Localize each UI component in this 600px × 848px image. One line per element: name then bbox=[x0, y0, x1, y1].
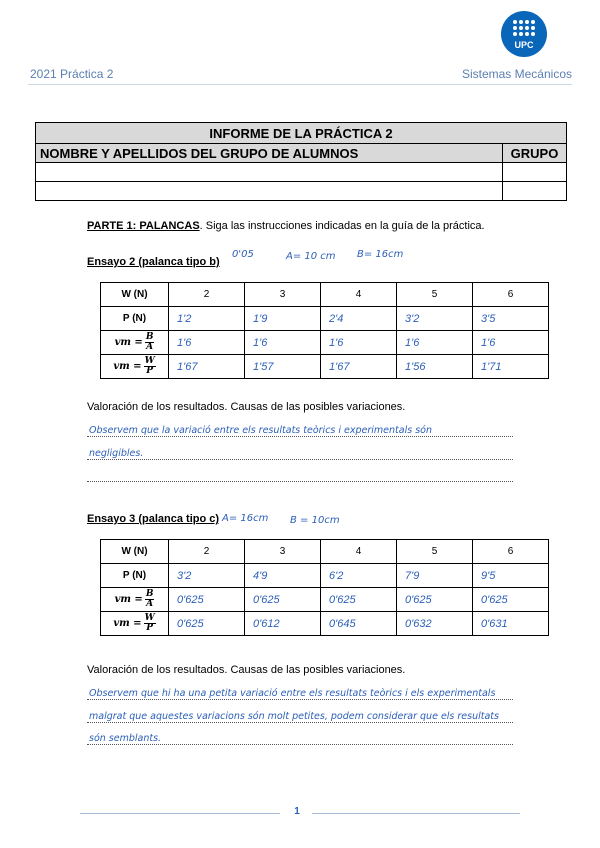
w-cell: 4 bbox=[321, 283, 397, 307]
part1-label: PARTE 1: PALANCAS bbox=[87, 220, 200, 232]
ensayo2-valoracion-title: Valoración de los resultados. Causas de las posibles variaciones. bbox=[87, 401, 406, 413]
ensayo2-note-2: A= 10 cm bbox=[286, 251, 336, 262]
vm2-cell[interactable]: 0'612 bbox=[245, 612, 321, 636]
fraction-numerator: W bbox=[144, 356, 155, 366]
row-label-w: W (N) bbox=[101, 283, 169, 307]
answer-rule bbox=[87, 436, 513, 437]
fraction bbox=[145, 333, 155, 352]
table-row bbox=[101, 612, 549, 636]
fraction-denominator: P bbox=[146, 366, 154, 376]
vm1-cell[interactable]: 1'6 bbox=[245, 331, 321, 355]
p-cell[interactable]: 6'2 bbox=[321, 564, 397, 588]
w-cell: 4 bbox=[321, 540, 397, 564]
row-label-vm-ba bbox=[101, 331, 169, 355]
w-cell: 6 bbox=[473, 283, 549, 307]
vm2-cell[interactable]: 0'631 bbox=[473, 612, 549, 636]
vm1-cell[interactable]: 0'625 bbox=[473, 588, 549, 612]
row-label-p: P (N) bbox=[101, 564, 169, 588]
table-row bbox=[101, 588, 549, 612]
vm1-cell[interactable]: 1'6 bbox=[473, 331, 549, 355]
p-cell[interactable]: 2'4 bbox=[321, 307, 397, 331]
table-row bbox=[101, 355, 549, 379]
ensayo2-answer-line-2[interactable]: negligibles. bbox=[89, 448, 144, 459]
vm2-cell[interactable]: 1'71 bbox=[473, 355, 549, 379]
vm1-cell[interactable]: 0'625 bbox=[169, 588, 245, 612]
row-label-vm-wp bbox=[101, 612, 169, 636]
p-cell[interactable]: 1'9 bbox=[245, 307, 321, 331]
ensayo2-note-3: B= 16cm bbox=[357, 249, 404, 260]
formula-vm-label: vm = bbox=[113, 361, 142, 372]
p-cell[interactable]: 3'5 bbox=[473, 307, 549, 331]
fraction-numerator: W bbox=[144, 613, 155, 623]
vm2-cell[interactable]: 0'625 bbox=[169, 612, 245, 636]
row-label-vm-wp bbox=[101, 355, 169, 379]
answer-rule bbox=[87, 459, 513, 460]
table-row bbox=[101, 307, 549, 331]
w-cell: 6 bbox=[473, 540, 549, 564]
names-header: NOMBRE Y APELLIDOS DEL GRUPO DE ALUMNOS bbox=[36, 144, 503, 163]
answer-rule bbox=[87, 699, 513, 700]
vm2-cell[interactable]: 0'645 bbox=[321, 612, 397, 636]
ensayo3-answer-line-3[interactable]: són semblants. bbox=[89, 733, 162, 744]
header-divider bbox=[28, 84, 572, 85]
formula-vm-label: vm = bbox=[114, 594, 143, 605]
vm2-cell[interactable]: 1'67 bbox=[169, 355, 245, 379]
formula-vm-ba bbox=[115, 333, 155, 352]
w-cell: 5 bbox=[397, 540, 473, 564]
vm1-cell[interactable]: 0'625 bbox=[397, 588, 473, 612]
vm1-cell[interactable]: 1'6 bbox=[321, 331, 397, 355]
p-cell[interactable]: 3'2 bbox=[169, 564, 245, 588]
answer-rule bbox=[87, 722, 513, 723]
header-left-text: 2021 Práctica 2 bbox=[30, 67, 114, 81]
formula-vm-wp bbox=[113, 357, 155, 376]
vm2-cell[interactable]: 1'56 bbox=[397, 355, 473, 379]
ensayo2-answer-line-1[interactable]: Observem que la variació entre els resultats teòrics i experimentals són bbox=[89, 425, 432, 436]
w-cell: 3 bbox=[245, 283, 321, 307]
formula-vm-label: vm = bbox=[113, 618, 142, 629]
upc-logo bbox=[500, 10, 548, 62]
w-cell: 3 bbox=[245, 540, 321, 564]
footer-line-right bbox=[312, 813, 520, 814]
footer-line-left bbox=[80, 813, 280, 814]
ensayo3-note-1: A= 16cm bbox=[222, 513, 269, 524]
group-field-2[interactable] bbox=[503, 182, 567, 201]
ensayo3-answer-line-1[interactable]: Observem que hi ha una petita variació entre els resultats teòrics i els experimentals bbox=[89, 688, 496, 699]
ensayo3-table bbox=[100, 539, 549, 636]
p-cell[interactable]: 3'2 bbox=[397, 307, 473, 331]
vm2-cell[interactable]: 1'57 bbox=[245, 355, 321, 379]
fraction-numerator: B bbox=[145, 589, 154, 599]
w-cell: 2 bbox=[169, 540, 245, 564]
row-label-w: W (N) bbox=[101, 540, 169, 564]
p-cell[interactable]: 1'2 bbox=[169, 307, 245, 331]
p-cell[interactable]: 7'9 bbox=[397, 564, 473, 588]
answer-rule bbox=[87, 744, 513, 745]
p-cell[interactable]: 9'5 bbox=[473, 564, 549, 588]
header-right-text: Sistemas Mecánicos bbox=[461, 67, 572, 81]
ensayo2-note-1: 0'05 bbox=[232, 249, 254, 260]
fraction bbox=[144, 614, 156, 633]
group-header: GRUPO bbox=[503, 144, 567, 163]
ensayo2-table bbox=[100, 282, 549, 379]
p-cell[interactable]: 4'9 bbox=[245, 564, 321, 588]
table-row bbox=[101, 331, 549, 355]
fraction bbox=[144, 357, 156, 376]
vm1-cell[interactable]: 1'6 bbox=[397, 331, 473, 355]
group-field-1[interactable] bbox=[503, 163, 567, 182]
row-label-vm-ba bbox=[101, 588, 169, 612]
vm2-cell[interactable]: 0'632 bbox=[397, 612, 473, 636]
table-row bbox=[101, 283, 549, 307]
report-header-table bbox=[35, 122, 567, 201]
names-field-2[interactable] bbox=[36, 182, 503, 201]
vm1-cell[interactable]: 0'625 bbox=[245, 588, 321, 612]
ensayo3-answer-line-2[interactable]: malgrat que aquestes variacions són molt petites, podem considerar que els resultats bbox=[89, 711, 499, 722]
table-row bbox=[101, 540, 549, 564]
fraction-denominator: A bbox=[146, 342, 154, 352]
vm1-cell[interactable]: 1'6 bbox=[169, 331, 245, 355]
ensayo3-note-2: B = 10cm bbox=[290, 515, 340, 526]
names-field-1[interactable] bbox=[36, 163, 503, 182]
w-cell: 2 bbox=[169, 283, 245, 307]
fraction-numerator: B bbox=[145, 332, 154, 342]
page-number: 1 bbox=[294, 806, 300, 817]
part1-text: . Siga las instrucciones indicadas en la guía de la práctica. bbox=[199, 220, 485, 232]
row-label-p: P (N) bbox=[101, 307, 169, 331]
report-title: INFORME DE LA PRÁCTICA 2 bbox=[36, 123, 567, 144]
vm2-cell[interactable]: 1'67 bbox=[321, 355, 397, 379]
fraction-denominator: A bbox=[146, 599, 154, 609]
formula-vm-wp bbox=[113, 614, 155, 633]
formula-vm-ba bbox=[115, 590, 155, 609]
ensayo2-title: Ensayo 2 (palanca tipo b) bbox=[87, 256, 220, 268]
formula-vm-label: vm = bbox=[114, 337, 143, 348]
table-row bbox=[101, 564, 549, 588]
ensayo3-valoracion-title: Valoración de los resultados. Causas de las posibles variaciones. bbox=[87, 664, 406, 676]
fraction bbox=[145, 590, 155, 609]
fraction-denominator: P bbox=[146, 623, 154, 633]
answer-rule bbox=[87, 481, 513, 482]
ensayo3-title: Ensayo 3 (palanca tipo c) bbox=[87, 513, 220, 525]
w-cell: 5 bbox=[397, 283, 473, 307]
logo-text: UPC bbox=[514, 40, 534, 50]
vm1-cell[interactable]: 0'625 bbox=[321, 588, 397, 612]
part1-instruction bbox=[87, 220, 485, 232]
